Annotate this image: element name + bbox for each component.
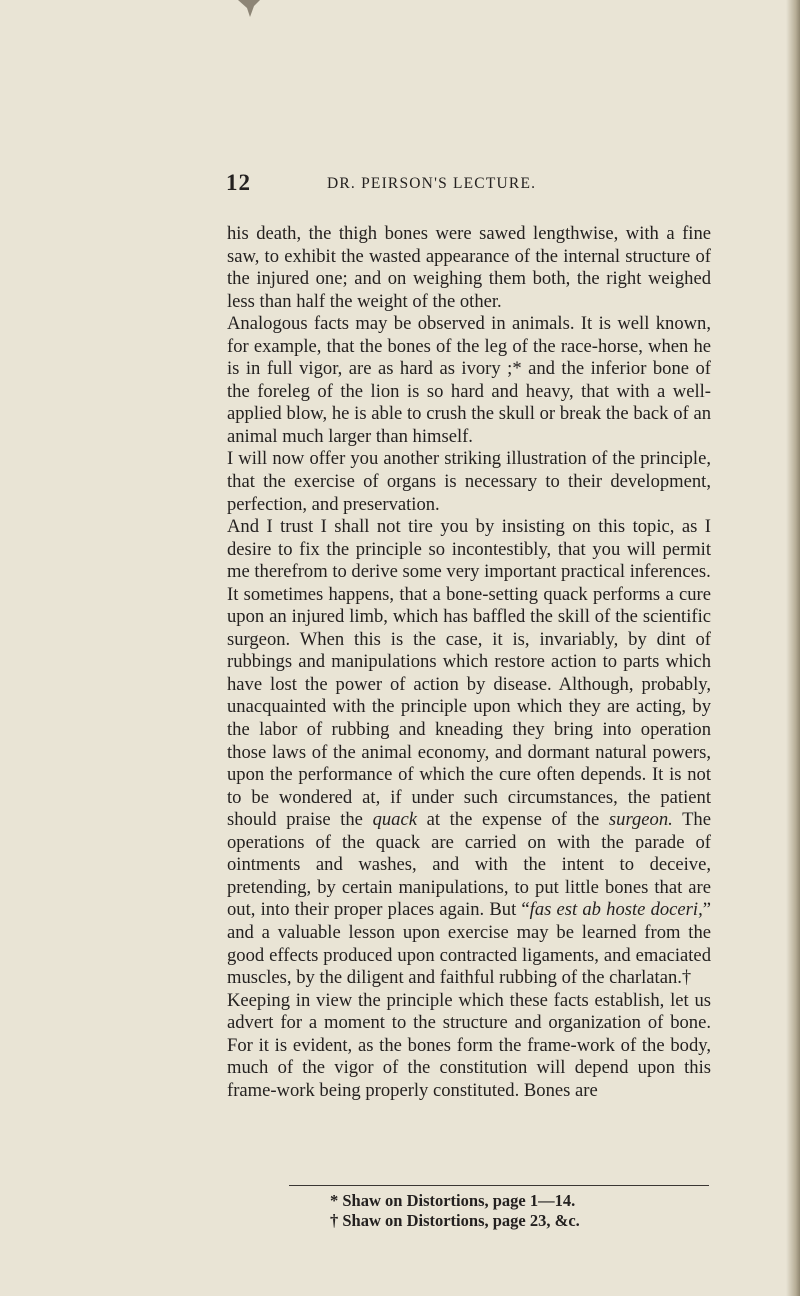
footnote-rule: [289, 1185, 709, 1186]
paragraph: [227, 990, 711, 1103]
text-run: Keeping in view the principle which these facts establish, let us advert for a moment to the structure and organization of bone. For it is evident, as the bones form the frame-work of the body, much of the vigor of the constitution will depend upon this frame-work being properly constituted. Bones are: [227, 989, 711, 1101]
text-run: his death, the thigh bones were sawed lengthwise, with a fine saw, to exhibit the wasted appearance of the internal structure of the injured one; and on weighing them both, the right weighed less than half the weight of the other.: [227, 223, 711, 312]
paragraph: [227, 516, 711, 584]
text-run: at the expense of the: [416, 809, 609, 831]
text-run: It sometimes happens, that a bone-setting quack performs a cure upon an injured limb, which has baffled the skill of the scientific surgeon. When this is the case, it is, invariably, by dint of rubbings and manipulations which restore action to parts which have lost the power of action by disease. Although, probably, unacquainted with the principle upon which they are acting, by the labor of rubbing and kneading they bring into operation those laws of the animal economy, and dormant natural powers, upon the performance of which the cure often depends. It is not to be wondered at, if under such circumstances, the patient should praise the: [227, 583, 711, 831]
paragraph: [227, 448, 711, 516]
text-run: And I trust I shall not tire you by insisting on this topic, as I desire to fix the principle so incontestibly, that you will permit me therefrom to derive some very important practical inferences.: [227, 516, 711, 583]
page-header: [0, 170, 800, 203]
page-number: 12: [226, 170, 251, 195]
italic-text: fas est ab hoste doceri,: [529, 899, 703, 921]
footnote-2: † Shaw on Distortions, page 23, &c.: [330, 1211, 580, 1230]
running-head: DR. PEIRSON'S LECTURE.: [327, 175, 537, 192]
text-run: The operations of the quack are carried on with the parade of ointments and washes, and with the intent to deceive, pretending, by certain manipulations, to put little bones that are out, into their proper places again. But “: [227, 809, 711, 921]
text-run: I will now offer you another striking illustration of the principle, that the exercise of organs is necessary to their development, perfection, and preservation.: [227, 448, 711, 515]
paper-tear-mark: [236, 0, 262, 18]
paragraph: [227, 223, 711, 313]
footnotes: [330, 1191, 720, 1231]
body-text: [227, 223, 711, 1102]
paragraph: [227, 584, 711, 990]
italic-text: quack: [372, 809, 417, 831]
text-run: ” and a valuable lesson upon exercise may be learned from the good effects produced upon contracted ligaments, and emaciated muscles, by the diligent and faithful rubbing of the charlatan.†: [227, 899, 711, 989]
footnote-1: * Shaw on Distortions, page 1—14.: [330, 1191, 576, 1210]
text-run: Analogous facts may be observed in animals. It is well known, for example, that the bones of the leg of the race-horse, when he is in full vigor, are as hard as ivory ;* and the inferior bone of the foreleg of the lion is so hard and heavy, that with a well-applied blow, he is able to crush the skull or break the back of an animal much larger than himself.: [227, 313, 711, 447]
paragraph: [227, 313, 711, 448]
italic-text: surgeon.: [608, 809, 673, 831]
